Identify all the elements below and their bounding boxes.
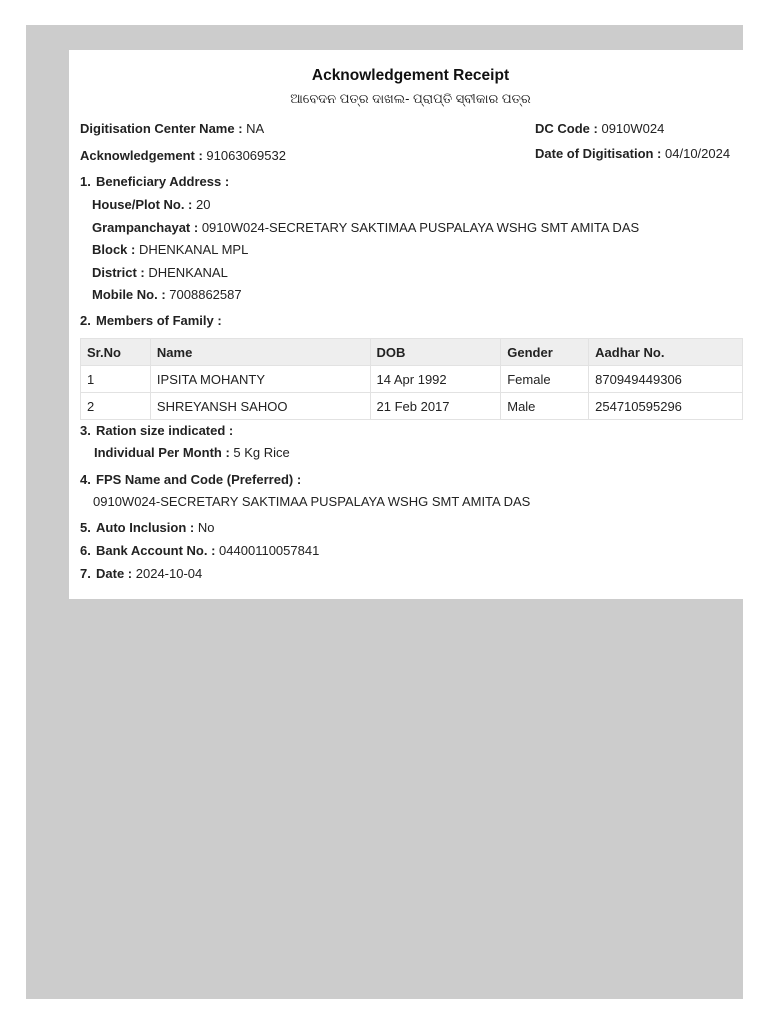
cell-aadhar: 870949449306 bbox=[589, 366, 743, 393]
acknowledgement-label: Acknowledgement : bbox=[80, 148, 203, 163]
cell-sr-no: 2 bbox=[81, 393, 151, 420]
bank-account-value: 04400110057841 bbox=[219, 543, 320, 558]
family-heading: Members of Family : bbox=[96, 313, 222, 328]
fps-value: 0910W024-SECRETARY SAKTIMAA PUSPALAYA WSHG SMT AMITA DAS bbox=[93, 494, 531, 509]
center-name-label: Digitisation Center Name : bbox=[80, 121, 243, 136]
block-field bbox=[92, 242, 248, 257]
cell-dob: 14 Apr 1992 bbox=[370, 366, 501, 393]
column-header-dob: DOB bbox=[370, 339, 501, 366]
mobile-field bbox=[92, 287, 242, 302]
date-value: 2024-10-04 bbox=[135, 566, 203, 581]
column-header-aadhar: Aadhar No. bbox=[589, 339, 743, 366]
ration-label: Individual Per Month : bbox=[94, 445, 230, 460]
house-label: House/Plot No. : bbox=[92, 197, 193, 212]
mobile-label: Mobile No. : bbox=[92, 287, 166, 302]
receipt-subtitle: ଆବେଦନ ପତ୍ର ଦାଖଲ- ପ୍ରାପ୍ତି ସ୍ବୀକାର ପତ୍ର bbox=[290, 91, 531, 106]
section-number: 4. bbox=[80, 472, 91, 487]
fps-section-heading bbox=[80, 472, 301, 487]
district-value: DHENKANAL bbox=[148, 265, 228, 280]
grampanchayat-field bbox=[92, 220, 639, 235]
family-section-heading bbox=[80, 313, 222, 328]
date-of-digitisation-value: 04/10/2024 bbox=[665, 146, 731, 161]
column-header-name: Name bbox=[150, 339, 370, 366]
date-of-digitisation-label: Date of Digitisation : bbox=[535, 146, 662, 161]
table-row bbox=[81, 366, 743, 393]
ration-field bbox=[94, 445, 290, 460]
dc-code-field bbox=[535, 121, 664, 136]
section-number: 3. bbox=[80, 423, 91, 438]
table-row bbox=[81, 393, 743, 420]
family-members-table bbox=[80, 338, 743, 420]
district-label: District : bbox=[92, 265, 145, 280]
date-label: Date : bbox=[96, 566, 133, 581]
cell-name: IPSITA MOHANTY bbox=[150, 366, 370, 393]
center-name-field bbox=[80, 121, 264, 136]
column-header-sr-no: Sr.No bbox=[81, 339, 151, 366]
cell-sr-no: 1 bbox=[81, 366, 151, 393]
section-number: 6. bbox=[80, 543, 91, 558]
document-viewer[interactable] bbox=[26, 25, 743, 999]
fps-heading: FPS Name and Code (Preferred) : bbox=[96, 472, 302, 487]
column-header-gender: Gender bbox=[501, 339, 589, 366]
ration-heading: Ration size indicated : bbox=[96, 423, 234, 438]
address-heading: Beneficiary Address : bbox=[96, 174, 230, 189]
house-field bbox=[92, 197, 210, 212]
cell-name: SHREYANSH SAHOO bbox=[150, 393, 370, 420]
cell-aadhar: 254710595296 bbox=[589, 393, 743, 420]
date-field bbox=[80, 566, 202, 581]
section-number: 7. bbox=[80, 566, 91, 581]
auto-inclusion-value: No bbox=[197, 520, 215, 535]
cell-dob: 21 Feb 2017 bbox=[370, 393, 501, 420]
bank-account-field bbox=[80, 543, 319, 558]
mobile-value: 7008862587 bbox=[169, 287, 242, 302]
section-number: 1. bbox=[80, 174, 91, 189]
dc-code-label: DC Code : bbox=[535, 121, 598, 136]
acknowledgement-field bbox=[80, 148, 286, 163]
address-section-heading bbox=[80, 174, 229, 189]
table-header-row bbox=[81, 339, 743, 366]
block-label: Block : bbox=[92, 242, 136, 257]
section-number: 2. bbox=[80, 313, 91, 328]
ration-value: 5 Kg Rice bbox=[233, 445, 290, 460]
grampanchayat-value: 0910W024-SECRETARY SAKTIMAA PUSPALAYA WSHG SMT AMITA DAS bbox=[201, 220, 640, 235]
district-field bbox=[92, 265, 228, 280]
auto-inclusion-field bbox=[80, 520, 214, 535]
cell-gender: Female bbox=[501, 366, 589, 393]
cell-gender: Male bbox=[501, 393, 589, 420]
center-name-value: NA bbox=[246, 121, 265, 136]
auto-inclusion-label: Auto Inclusion : bbox=[96, 520, 195, 535]
acknowledgement-value: 91063069532 bbox=[206, 148, 286, 163]
receipt-page bbox=[69, 50, 752, 599]
ration-section-heading bbox=[80, 423, 233, 438]
section-number: 5. bbox=[80, 520, 91, 535]
receipt-title: Acknowledgement Receipt bbox=[311, 67, 510, 84]
block-value: DHENKANAL MPL bbox=[138, 242, 249, 257]
bank-account-label: Bank Account No. : bbox=[96, 543, 216, 558]
dc-code-value: 0910W024 bbox=[601, 121, 665, 136]
date-of-digitisation-field bbox=[535, 146, 730, 161]
grampanchayat-label: Grampanchayat : bbox=[92, 220, 199, 235]
house-value: 20 bbox=[196, 197, 211, 212]
